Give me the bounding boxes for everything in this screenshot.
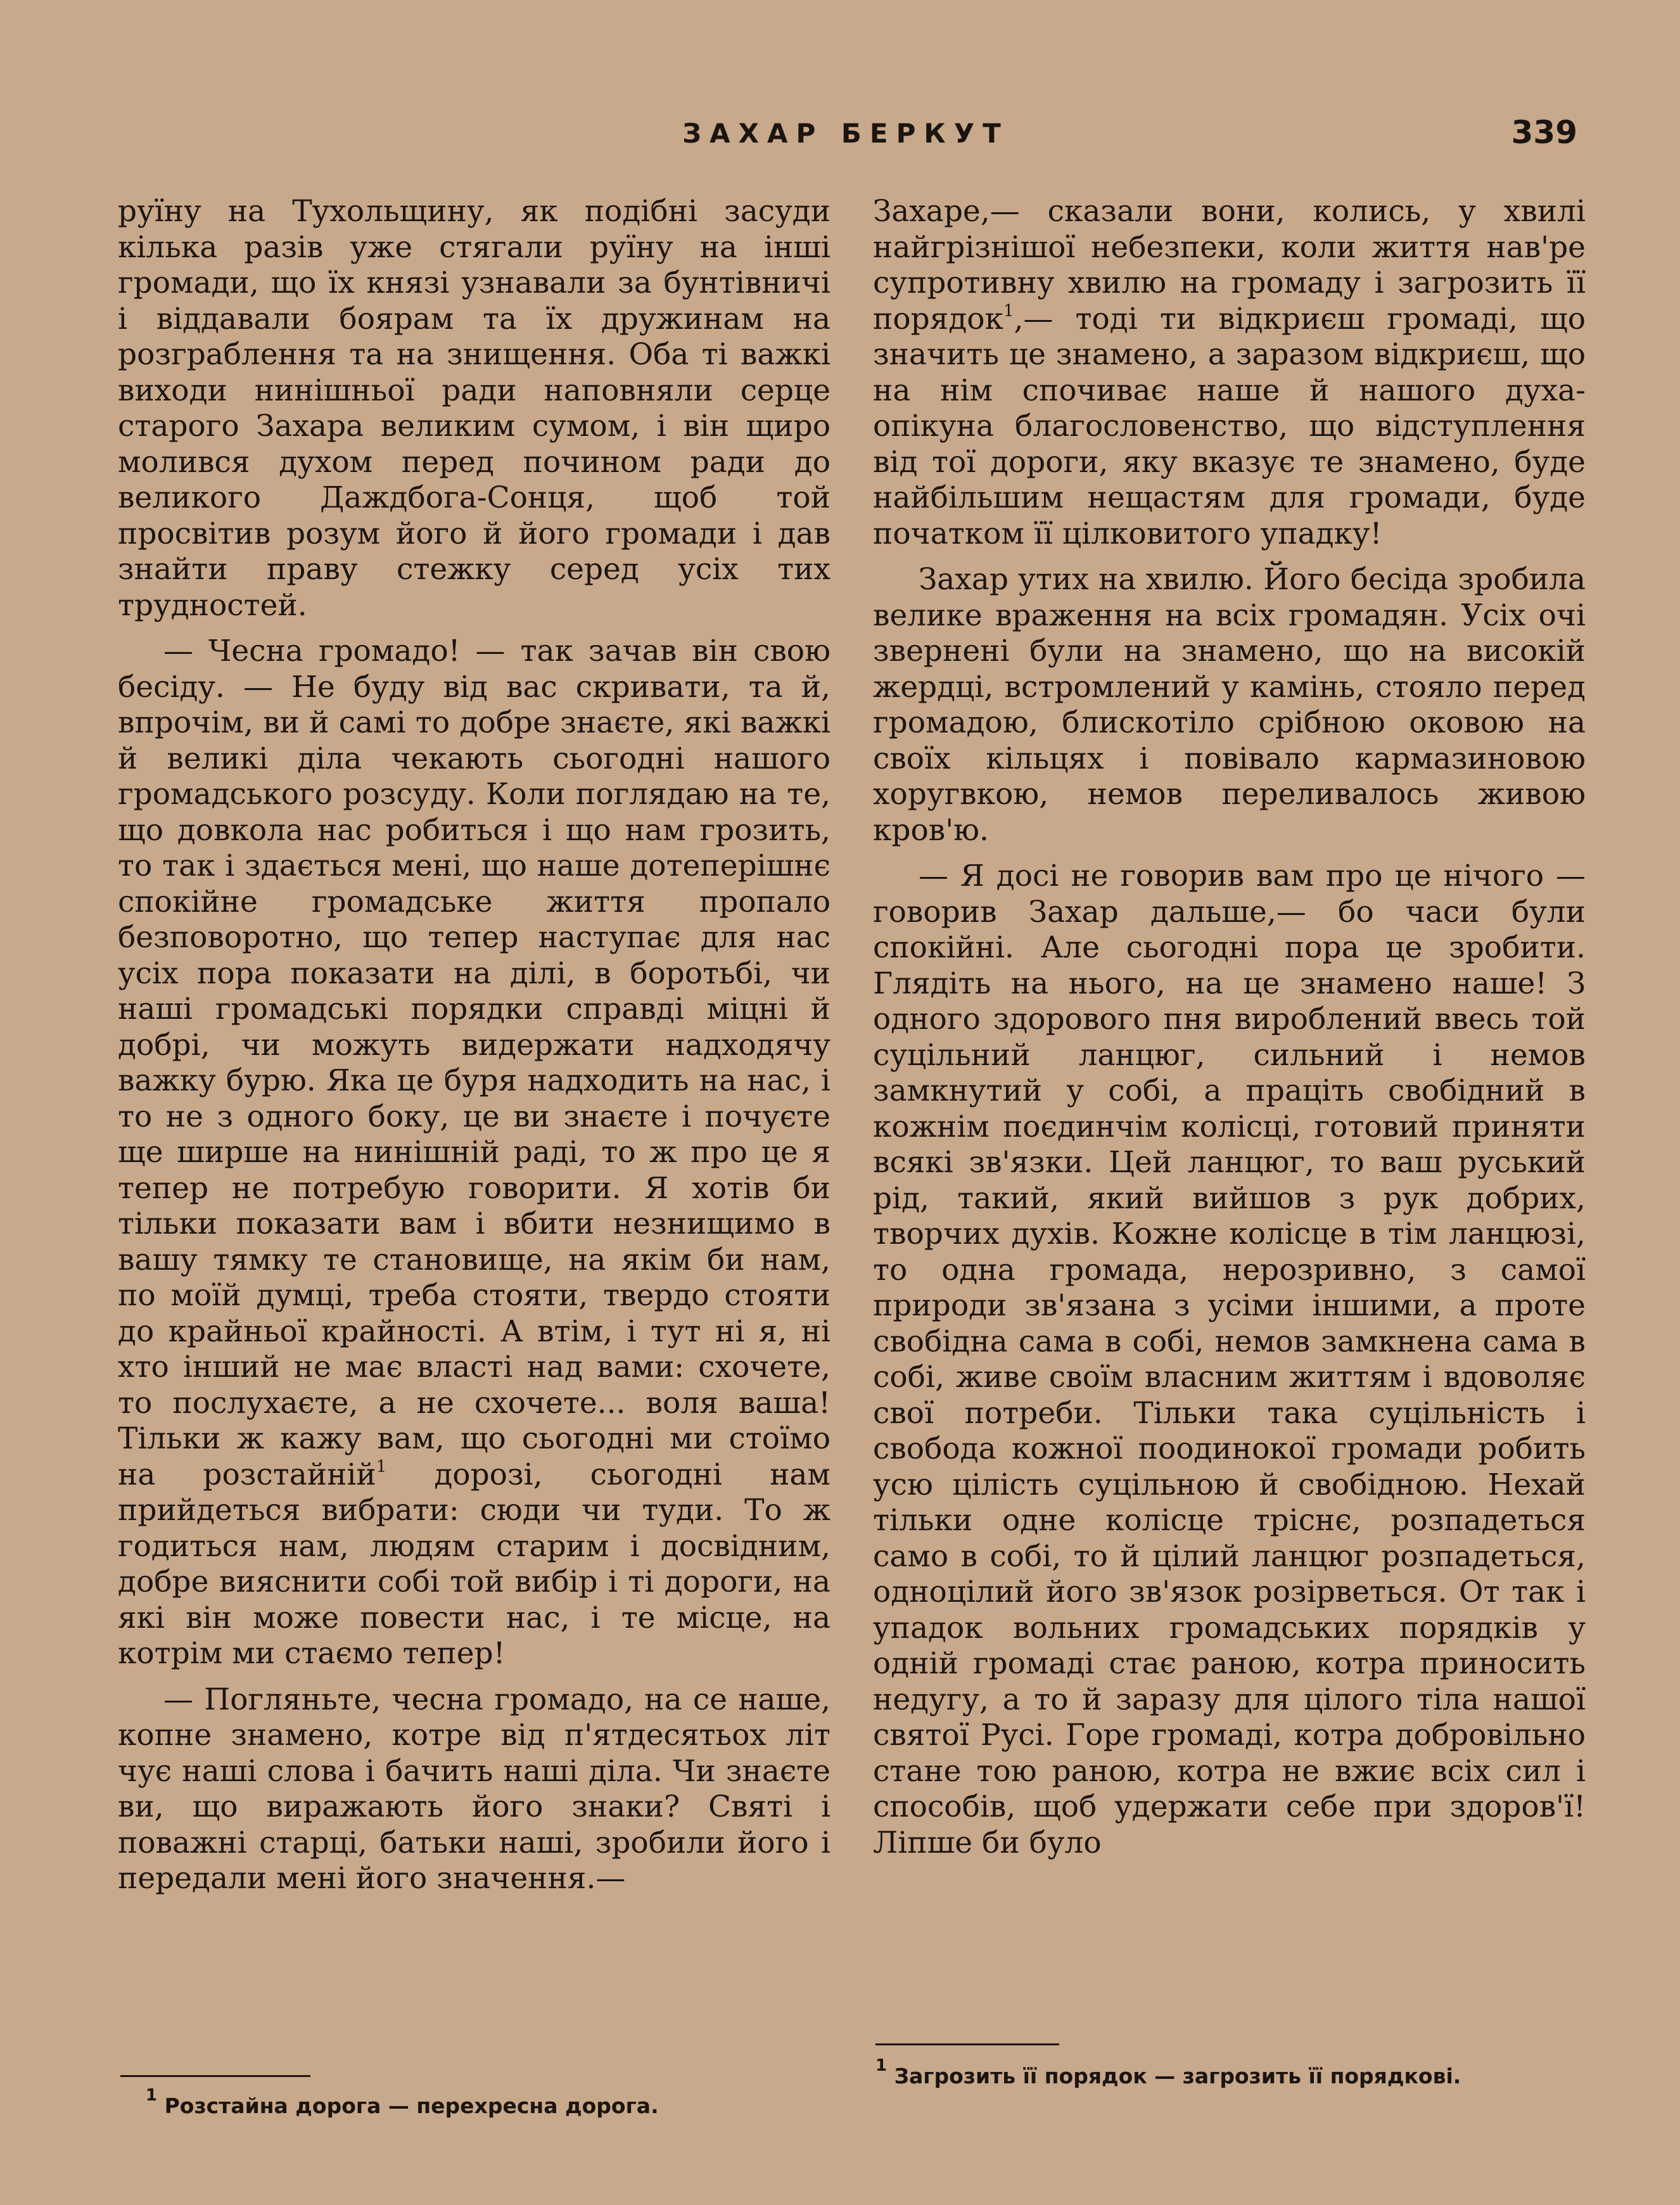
left-paragraph-3: — Погляньте, чесна громадо, на се наше, копне знамено, котре від п'ятдесятьох літ чує наші слова і бачить наші діла. Чи знаєте ви, що виражають його знаки? Святі і поважні старці, батьки наші, зробили його і передали мені його значення.— [118,1682,830,1896]
right-paragraph-1-end: ,— тоді ти відкриєш громаді, що значить це знамено, а заразом відкриєш, що на нім спочиває наше й нашого духа-опікуна благословенство, що відступлення від тої дороги, яку вказує те знамено, буде найбільшим нещастям для громади, буде початком її цілковитого упадку! [873,301,1586,551]
running-title: ЗАХАР БЕРКУТ [682,118,1009,149]
left-paragraph-2-text: — Чесна громадо! — так зачав він свою бесіду. — Не буду від вас скривати, та й, впрочім, ви й самі то добре знаєте, які важкі й великі діла чекають сьогодні нашого громадського розсуду. Коли поглядаю на те, що довкола нас робиться і що нам грозить, то так і здається мені, що наше дотеперішнє спокійне громадське життя пропало безповоротно, що тепер наступає для нас усіх пора показати на ділі, в боротьбі, чи наші громадські порядки справді міцні й добрі, чи можуть видержати надходячу важку бурю. Яка це буря надходить на нас, і то не з одного боку, це ви знаєте і почуєте ще ширше на нинішній раді, то ж про це я тепер не потребую говорити. Я хотів би тільки показати вам і вбити незнищимо в вашу тямку те становище, на якім би нам, по моїй думці, треба стояти, твердо стояти до крайньої крайності. А втім, і тут ні я, ні хто інший не має власті над вами: схочете, то послухаєте, а не схочете... воля ваша! Тільки ж кажу вам, що сьогодні ми стоїмо на розстайній [118,634,830,1492]
footnote-ref: 1 [1003,301,1014,321]
left-column [118,194,830,1897]
left-paragraph-2 [118,634,830,1672]
right-paragraph-1 [873,194,1586,552]
right-footnote [875,2056,1579,2090]
footnote-marker: 1 [875,2056,888,2075]
right-footnote-rule [875,2043,1059,2045]
left-footnote-rule [120,2075,310,2077]
right-paragraph-2: Захар утих на хвилю. Його бесіда зробила велике враження на всіх громадян. Усіх очі звернені були на знамено, що на високій жердці, встромлений у камінь, стояло перед громадою, блискотіло срібною оковою на своїх кільцях і повівало кармазиновою хоругвкою, немов переливалось живою кров'ю. [873,562,1586,848]
right-column [873,194,1586,1861]
right-paragraph-3: — Я досі не говорив вам про це нічого — говорив Захар дальше,— бо часи були спокійні. Але сьогодні пора це зробити. Глядіть на нього, на це знамено наше! З одного здорового пня вироблений ввесь той суцільний ланцюг, сильний і немов замкнутий у собі, а праціть свобідний в кожнім поєдинчім колісці, готовий приняти всякі зв'язки. Цей ланцюг, то ваш руський рід, такий, який вийшов з рук добрих, творчих духів. Кожне колісце в тім ланцюзі, то одна громада, нерозривно, з самої природи зв'язана з усіми іншими, а проте свобідна сама в собі, немов замкнена сама в собі, живе своїм власним життям і вдоволяє свої потреби. Тільки така суцільність і свобода кожної поодинокої громади робить усю цілість суцільною й свобідною. Нехай тільки одне колісце тріснє, розпадеться само в собі, то й цілий ланцюг розпадеться, одноцілий його зв'язок розірветься. От так і упадок вольних громадських порядків у одній громаді стає раною, котра приносить недугу, а то й заразу для цілого тіла нашої святої Русі. Горе громаді, котра добровільно стане тою раною, котра не вжиє всіх сил і способів, щоб удержати себе при здоров'ї! Ліпше би було [873,859,1586,1860]
footnote-marker: 1 [146,2086,158,2105]
page-header [114,114,1577,162]
left-footnote-text: Розстайна дорога — перехресна дорога. [157,2093,659,2118]
right-footnote-text: Загрозить її порядок — загрозить її порядкові. [887,2064,1461,2088]
left-paragraph-1: руїну на Тухольщину, як подібні засуди кілька разів уже стягали руїну на інші громади, що їх князі узнавали за бунтівничі і віддавали боярам та їх дружинам на розграблення та на знищення. Оба ті важкі виходи нинішньої ради наповняли серце старого Захара великим сумом, і він щиро молився духом перед почином ради до великого Даждбога-Сонця, щоб той просвітив розум його й його громади і дав знайти праву стежку серед усіх тих трудностей. [118,194,830,623]
left-footnote [146,2086,830,2120]
left-paragraph-2-end: дорозі, сьогодні нам прийдеться вибрати: сюди чи туди. То ж годиться нам, людям старим і досвідним, добре вияснити собі той вибір і ті дороги, на які він може повести нас, і те місце, на котрім ми стаємо тепер! [118,1457,830,1671]
footnote-ref: 1 [376,1457,387,1476]
page-number: 339 [1511,114,1577,151]
right-paragraph-1-text: Захаре,— сказали вони, колись, у хвилі найгрізнішої небезпеки, коли життя нав'ре супротивну хвилю на громаду і загрозить її порядок [873,194,1586,336]
